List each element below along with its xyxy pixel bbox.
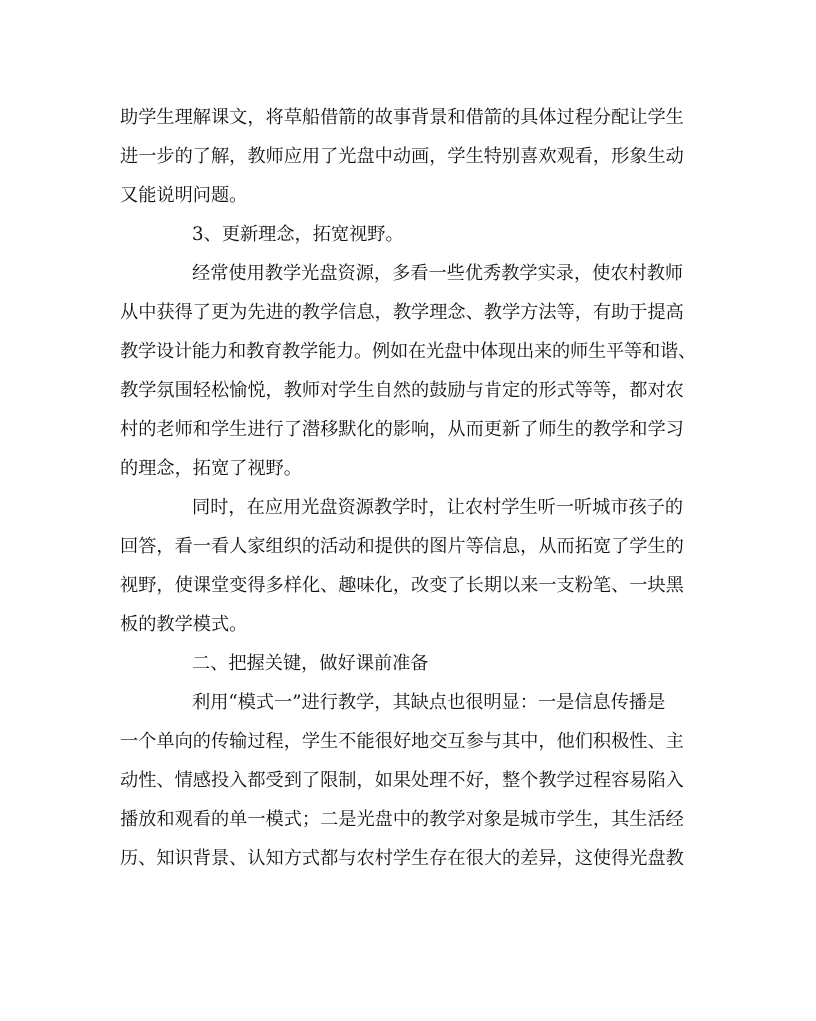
text-line: 板的教学模式。 [120, 614, 248, 635]
text-line: 经常使用教学光盘资源，多看一些优秀教学实录，使农村教师 [192, 263, 684, 284]
text-line: 播放和观看的单一模式；二是光盘中的教学对象是城市学生，其生活经 [120, 809, 684, 830]
text-line: 一个单向的传输过程，学生不能很好地交互参与其中，他们积极性、主 [120, 731, 684, 752]
text-line: 村的老师和学生进行了潜移默化的影响，从而更新了师生的教学和学习 [120, 419, 684, 440]
text-line: 回答，看一看人家组织的活动和提供的图片等信息，从而拓宽了学生的 [120, 536, 684, 557]
text-line: 同时，在应用光盘资源教学时，让农村学生听一听城市孩子的 [192, 497, 684, 518]
text-line: 助学生理解课文，将草船借箭的故事背景和借箭的具体过程分配让学生 [120, 107, 684, 128]
body-text [120, 98, 696, 878]
text-line: 进一步的了解，教师应用了光盘中动画，学生特别喜欢观看，形象生动 [120, 146, 684, 167]
text-line: 3、更新理念，拓宽视野。 [192, 224, 404, 245]
text-line: 教学氛围轻松愉悦，教师对学生自然的鼓励与肯定的形式等等，都对农 [120, 380, 684, 401]
text-line: 动性、情感投入都受到了限制，如果处理不好，整个教学过程容易陷入 [120, 770, 684, 791]
text-line: 历、知识背景、认知方式都与农村学生存在很大的差异，这使得光盘教 [120, 848, 684, 869]
text-line: 视野，使课堂变得多样化、趣味化，改变了长期以来一支粉笔、一块黑 [120, 575, 684, 596]
text-line: 从中获得了更为先进的教学信息，教学理念、教学方法等，有助于提高 [120, 302, 684, 323]
text-line: 利用“模式一”进行教学，其缺点也很明显：一是信息传播是 [192, 692, 666, 713]
text-line: 教学设计能力和教育教学能力。例如在光盘中体现出来的师生平等和谐、 [120, 341, 696, 362]
text-line: 二、把握关键，做好课前准备 [192, 653, 429, 674]
text-line: 又能说明问题。 [120, 185, 248, 206]
text-line: 的理念，拓宽了视野。 [120, 458, 302, 479]
